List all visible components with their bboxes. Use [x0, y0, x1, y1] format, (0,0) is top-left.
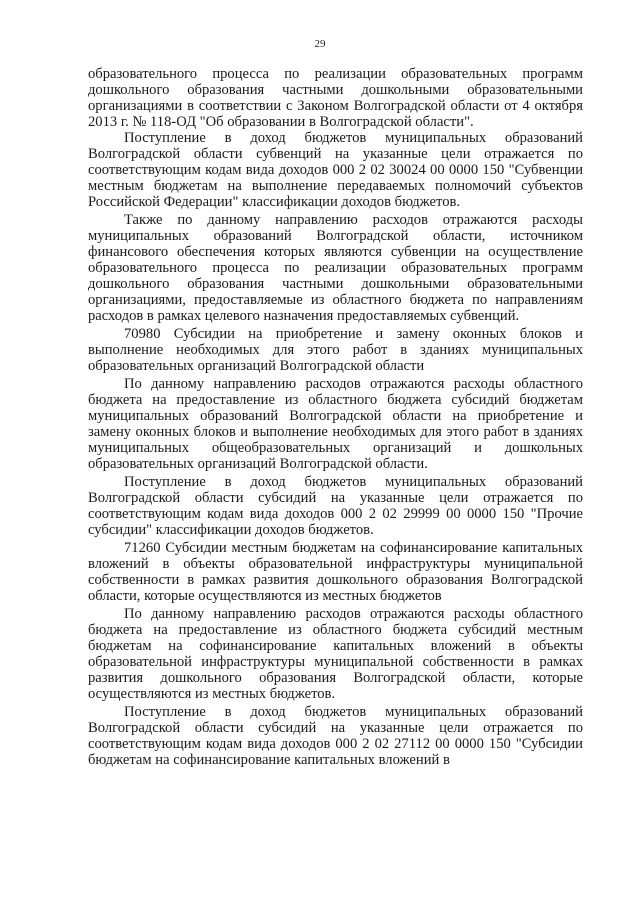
page-number: 29: [314, 38, 326, 50]
paragraph: Поступление в доход бюджетов муниципальных образований Волгоградской области субсидий на указанные цели отражается по соответствующим кодам вида доходов 000 2 02 27112 00 0000 150 "Субсидии бюджетам на софинансирование капитальных вложений в: [88, 704, 583, 768]
paragraph: По данному направлению расходов отражаются расходы областного бюджета на предоставление из областного бюджета субсидий бюджетам муниципальных образований Волгоградской области на приобретение и замену оконных блоков и выполнение необходимых для этого работ в зданиях муниципальных общеобразовательных организаций и дошкольных образовательных организаций Волгоградской области.: [88, 376, 583, 472]
paragraph: По данному направлению расходов отражаются расходы областного бюджета на предоставление из областного бюджета субсидий местным бюджетам на софинансирование капитальных вложений в объекты образовательной инфраструктуры муниципальной собственности в рамках развития дошкольного образования Волгоградской области, которые осуществляются из местных бюджетов.: [88, 606, 583, 702]
paragraph: Поступление в доход бюджетов муниципальных образований Волгоградской области субвенций на указанные цели отражается по соответствующим кодам вида доходов 000 2 02 30024 00 0000 150 "Субвенции местным бюджетам на выполнение передаваемых полномочий субъектов Российской Федерации" классификации доходов бюджетов.: [88, 130, 583, 210]
paragraph: Поступление в доход бюджетов муниципальных образований Волгоградской области субсидий на указанные цели отражается по соответствующим кодам вида доходов 000 2 02 29999 00 0000 150 "Прочие субсидии" классификации доходов бюджетов.: [88, 474, 583, 538]
paragraph: Также по данному направлению расходов отражаются расходы муниципальных образований Волгоградской области, источником финансового обеспечения которых являются субвенции на осуществление образовательного процесса по реализации образовательных программ дошкольного образования частными дошкольными образовательными организациями, предоставляемые из областного бюджета по направлениям расходов в рамках целевого назначения предоставляемых субвенций.: [88, 212, 583, 324]
paragraph: 70980 Субсидии на приобретение и замену оконных блоков и выполнение необходимых для этого работ в зданиях муниципальных образовательных организаций Волгоградской области: [88, 326, 583, 374]
document-body: [88, 66, 583, 768]
paragraph: образовательного процесса по реализации образовательных программ дошкольного образования частными дошкольными образовательными организациями в соответствии с Законом Волгоградской области от 4 октября 2013 г. № 118-ОД "Об образовании в Волгоградской области".: [88, 66, 583, 130]
paragraph: 71260 Субсидии местным бюджетам на софинансирование капитальных вложений в объекты образовательной инфраструктуры муниципальной собственности в рамках развития дошкольного образования Волгоградской области, которые осуществляются из местных бюджетов: [88, 540, 583, 604]
